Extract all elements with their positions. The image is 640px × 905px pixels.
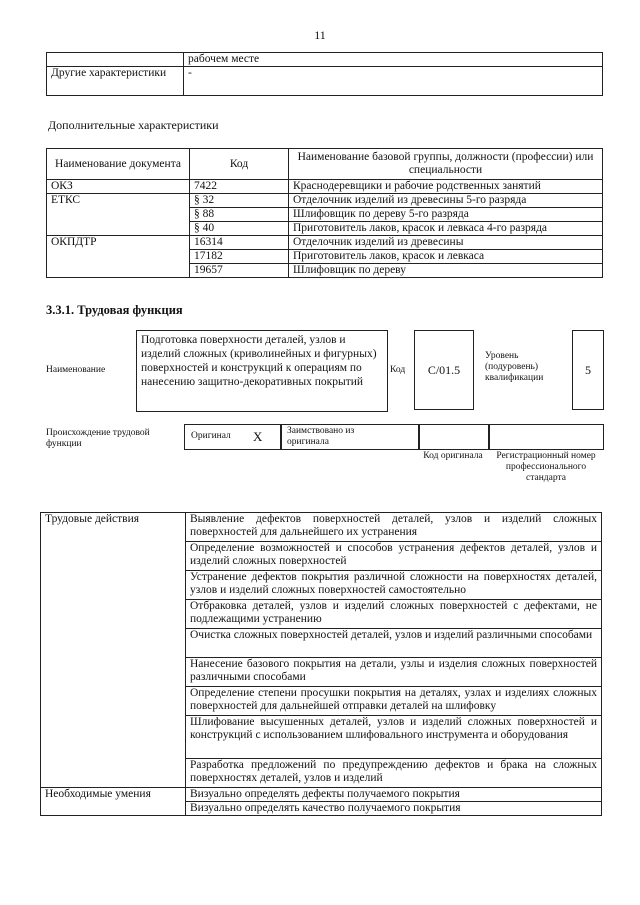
- borrowed-label: Заимствовано из оригинала: [287, 426, 355, 447]
- table-cell: рабочем месте: [184, 53, 603, 67]
- table-cell: Краснодеревщики и рабочие родственных занятий: [289, 180, 603, 194]
- table-cell: -: [184, 67, 603, 96]
- labor-action: Устранение дефектов покрытия различной сложности на поверхностях деталей, узлов и изделий сложных поверхностей самостоятельно: [186, 571, 602, 600]
- table-row: [41, 788, 602, 802]
- header-cell: Наименование базовой группы, должности (профессии) или специальности: [289, 149, 603, 180]
- labor-actions-table: [40, 512, 602, 816]
- table-cell: 19657: [190, 264, 289, 278]
- table-cell: Отделочник изделий из древесины: [289, 236, 603, 250]
- origin-code-box: [418, 424, 490, 450]
- table-cell: Приготовитель лаков, красок и левкаса: [289, 250, 603, 264]
- table-cell: 17182: [190, 250, 289, 264]
- skill-item: Визуально определять дефекты получаемого покрытия: [186, 788, 602, 802]
- labor-action: Определение возможностей и способов устранения дефектов деталей, узлов и изделий сложных поверхностей: [186, 542, 602, 571]
- labor-action: Отбраковка деталей, узлов и изделий сложных поверхностей с дефектами, не подлежащими устранению: [186, 600, 602, 629]
- labor-actions-label: Трудовые действия: [41, 513, 186, 788]
- section-title: 3.3.1. Трудовая функция: [46, 303, 183, 317]
- function-name-box: Подготовка поверхности деталей, узлов и изделий сложных (криволинейных и фигурных) поверхностей и конструкций к операциям по нанесению защитно-декоративных покрытий: [136, 330, 388, 412]
- table-header-row: [47, 149, 603, 180]
- table-cell: Шлифовщик по дереву: [289, 264, 603, 278]
- level-label: Уровень (подуровень) квалификации: [485, 351, 544, 383]
- labor-action: Очистка сложных поверхностей деталей, узлов и изделий различными способами: [186, 629, 602, 658]
- table-cell: 16314: [190, 236, 289, 250]
- reg-number-box: [488, 424, 604, 450]
- code-label: Код: [390, 365, 406, 375]
- level-value-box: 5: [572, 330, 604, 410]
- original-box: [184, 424, 282, 450]
- labor-action: Шлифование высушенных деталей, узлов и изделий сложных поверхностей и конструкций с использованием шлифовального инструмента и оборудования: [186, 716, 602, 759]
- table-cell: 7422: [190, 180, 289, 194]
- code-origin-caption: Код оригинала: [423, 451, 483, 461]
- table-row: [47, 194, 603, 208]
- header-cell: Код: [190, 149, 289, 180]
- function-code-box: С/01.5: [414, 330, 474, 410]
- table-row: [47, 236, 603, 250]
- original-mark: X: [253, 429, 263, 444]
- skills-label: Необходимые умения: [41, 788, 186, 816]
- table-row: [41, 513, 602, 542]
- labor-action: Определение степени просушки покрытия на деталях, узлах и изделиях сложных поверхностей для дальнейшей отправки деталей на шлифовку: [186, 687, 602, 716]
- skill-item: Визуально определять качество получаемого покрытия: [186, 802, 602, 816]
- empty-cell: [47, 53, 184, 67]
- name-label: Наименование: [46, 365, 106, 375]
- original-label: Оригинал: [191, 431, 231, 441]
- labor-action: Выявление дефектов поверхностей деталей, узлов и изделий сложных поверхностей для дальнейшего их устранения: [186, 513, 602, 542]
- additional-characteristics-title: Дополнительные характеристики: [48, 118, 219, 132]
- table-cell: Отделочник изделий из древесины 5-го разряда: [289, 194, 603, 208]
- labor-action: Разработка предложений по предупреждению дефектов и брака на сложных поверхностях деталей, узлов и изделий: [186, 759, 602, 788]
- table-cell: § 40: [190, 222, 289, 236]
- table-row: [47, 67, 603, 96]
- reg-number-caption: Регистрационный номер профессионального стандарта: [496, 451, 596, 483]
- table-cell: ОКПДТР: [47, 236, 190, 278]
- origin-label: Происхождение трудовой функции: [46, 428, 150, 449]
- borrowed-box: [280, 424, 420, 450]
- table-cell: ЕТКС: [47, 194, 190, 236]
- top-table: [46, 52, 603, 96]
- header-cell: Наименование документа: [47, 149, 190, 180]
- table-cell: Другие характеристики: [47, 67, 184, 96]
- table-cell: Приготовитель лаков, красок и левкаса 4-го разряда: [289, 222, 603, 236]
- table-row: [47, 53, 603, 67]
- table-cell: § 88: [190, 208, 289, 222]
- additional-characteristics-table: [46, 148, 603, 278]
- table-cell: § 32: [190, 194, 289, 208]
- page-number: 11: [314, 28, 326, 42]
- labor-action: Нанесение базового покрытия на детали, узлы и изделия сложных поверхностей различными способами: [186, 658, 602, 687]
- table-cell: ОКЗ: [47, 180, 190, 194]
- table-cell: Шлифовщик по дереву 5-го разряда: [289, 208, 603, 222]
- table-row: [47, 180, 603, 194]
